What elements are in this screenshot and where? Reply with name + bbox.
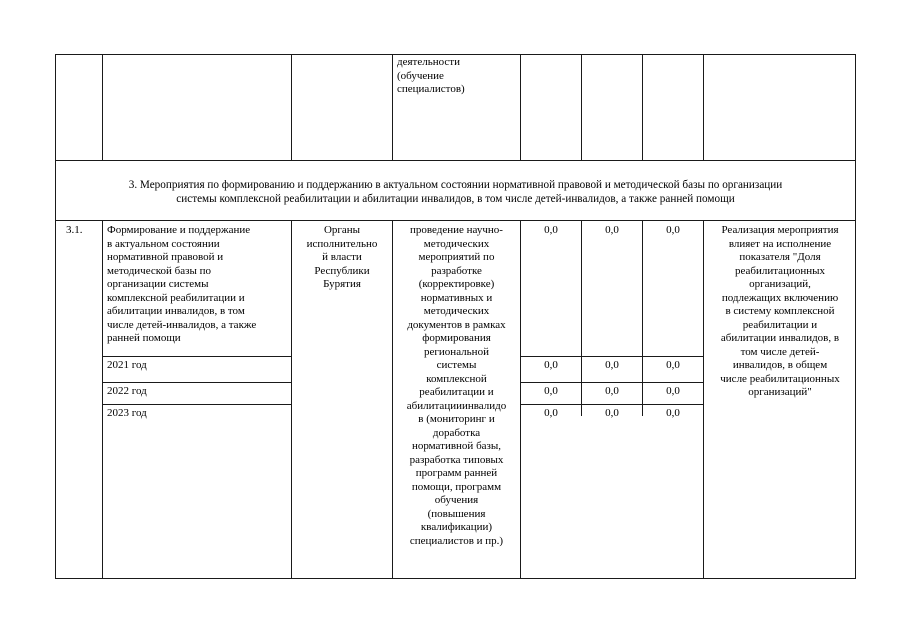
row-2021-top-border — [102, 356, 291, 357]
executor-text: Органы исполнительно й власти Республики Бурятия — [306, 224, 378, 290]
section-header-bottom-border — [55, 220, 856, 221]
value-cell: 0,0 — [666, 385, 680, 397]
top-row-col-line — [102, 54, 103, 160]
top-row-bottom-border — [55, 160, 856, 161]
row31-col-line — [392, 220, 393, 578]
top-row-col-line — [55, 54, 56, 160]
row31-col-line — [291, 220, 292, 578]
year-label: 2021 год — [107, 359, 147, 371]
top-row-col-line — [291, 54, 292, 160]
year-label: 2023 год — [107, 407, 147, 419]
top-row-col-line — [520, 54, 521, 160]
top-row-col-line — [392, 54, 393, 160]
activity-text: проведение научно- методических мероприятий по разработке (корректировке) нормативных и методических документов в рамках формирования региональной системы комплексной реабилитации и абилитацииинвалидо в (мониторинг и доработка нормативной базы, разработка типовых программ ранней помощи, программ обучения (повышения квалификации) специалистов и пр.) — [406, 224, 507, 547]
value-cell: 0,0 — [605, 385, 619, 397]
value-cell: 0,0 — [605, 224, 619, 236]
row31-col-line — [102, 220, 103, 578]
section-header-left-border — [55, 160, 56, 220]
measure-name: Формирование и поддержание в актуальном состоянии нормативной правовой и методической базы по организации системы комплексной реабилитации и абилитации инвалидов, в том числе детей-инвалидов, а также ранней помощи — [107, 224, 257, 344]
value-cell: 0,0 — [605, 359, 619, 371]
value-cell: 0,0 — [666, 359, 680, 371]
top-row-col-line — [855, 54, 856, 160]
value-cell: 0,0 — [666, 224, 680, 236]
row31-col-line — [55, 220, 56, 578]
top-row-col-line — [581, 54, 582, 160]
table-bottom-border — [55, 578, 856, 579]
row-2022-top-border — [102, 382, 291, 383]
values-2022-top-border — [520, 382, 703, 383]
value-cell: 0,0 — [544, 385, 558, 397]
row-2023-top-border — [102, 404, 291, 405]
year-label: 2022 год — [107, 385, 147, 397]
row31-col-line — [520, 220, 521, 578]
value-cell: 0,0 — [544, 407, 558, 419]
value-cell: 0,0 — [666, 407, 680, 419]
row31-col-line — [855, 220, 856, 578]
activity-continuation-text: деятельности (обучение специалистов) — [397, 56, 465, 95]
section-header-right-border — [855, 160, 856, 220]
values-2023-top-border — [520, 404, 703, 405]
values-2021-top-border — [520, 356, 703, 357]
top-row-col-line — [703, 54, 704, 160]
row-number: 3.1. — [66, 224, 83, 236]
value-cell: 0,0 — [605, 407, 619, 419]
value-cell: 0,0 — [544, 224, 558, 236]
expected-effect-text: Реализация мероприятия влияет на исполнение показателя "Доля реабилитационных организаций, подлежащих включению в систему комплексной реабилитации и абилитации инвалидов, в том числе детей- инвалидов, в общем числе реабилитационных организаций" — [720, 224, 840, 398]
value-cell: 0,0 — [544, 359, 558, 371]
section-title: 3. Мероприятия по формированию и поддержанию в актуальном состоянии нормативной правовой и методической базы по организации системы комплексной реабилитации и абилитации инвалидов, в том числе детей-инвалидов, а также ранней помощи — [128, 179, 783, 205]
table-top-border — [55, 54, 856, 55]
row31-col-line — [703, 220, 704, 578]
top-row-col-line — [642, 54, 643, 160]
